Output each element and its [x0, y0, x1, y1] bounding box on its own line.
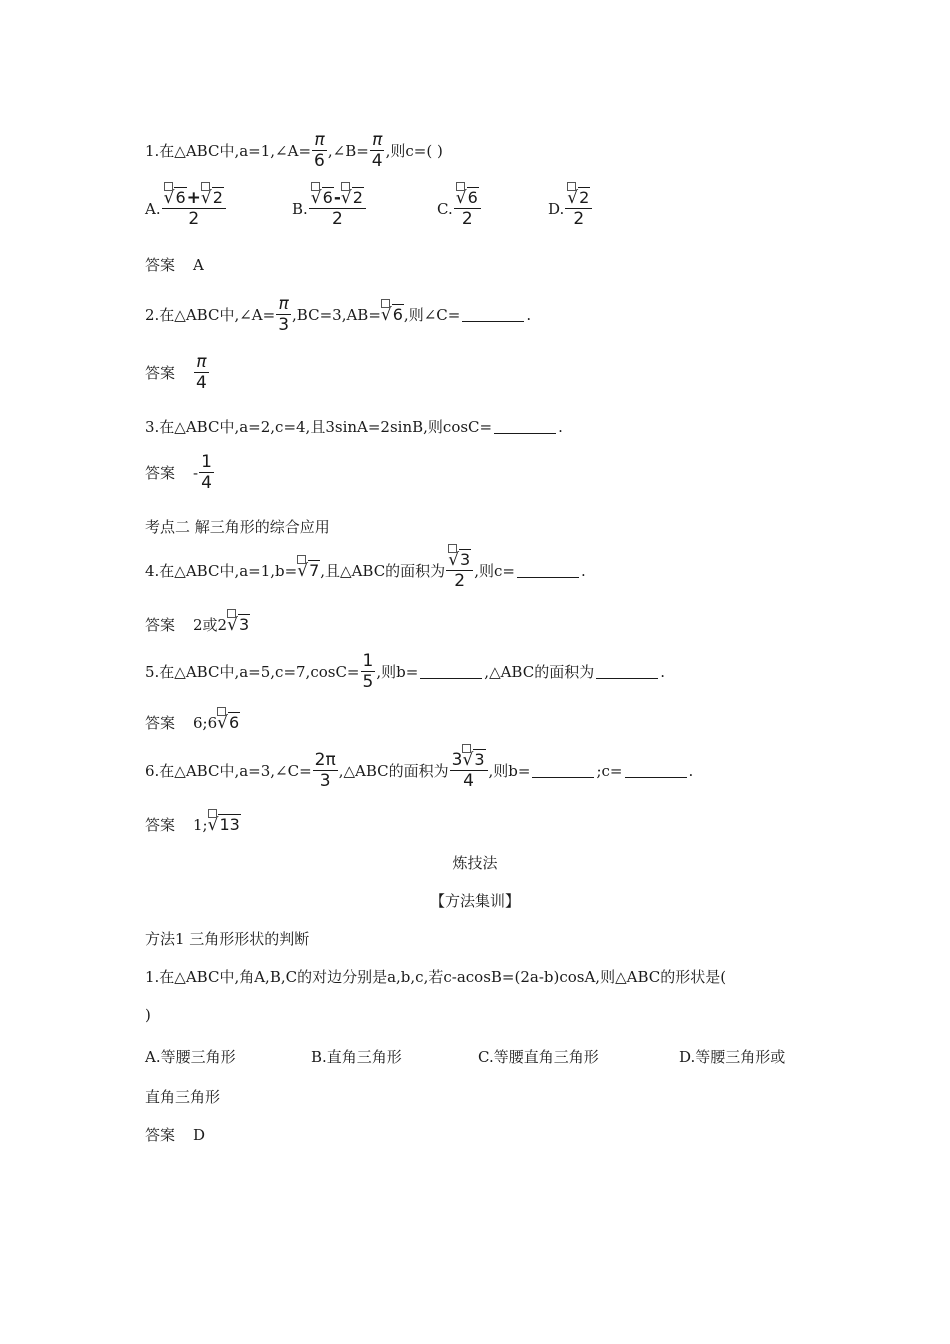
answer-4: 答案 2或2 √3: [145, 614, 250, 635]
radical: √6: [456, 188, 479, 208]
method-heading: 方法1 三角形形状的判断: [145, 930, 310, 948]
heading: 炼技法: [452, 854, 498, 872]
answer-2: 答案 $\frac{\pi}{4}$: [145, 352, 207, 393]
method-option-c: C.等腰直角三角形: [478, 1048, 599, 1066]
radical: √13: [208, 815, 241, 835]
method-option-b: B.直角三角形: [311, 1048, 402, 1066]
answer-blank: [420, 664, 482, 679]
section-heading: 考点二 解三角形的综合应用: [145, 518, 330, 536]
method-answer-1: 答案 D: [145, 1125, 206, 1144]
radical: √6: [311, 188, 334, 208]
method-option-d-cont: 直角三角形: [145, 1088, 221, 1106]
answer-blank: [532, 763, 594, 778]
radical: √6: [381, 305, 404, 325]
radical: √3: [462, 750, 485, 770]
radical: √2: [567, 188, 590, 208]
subheading: 【方法集训】: [429, 892, 520, 910]
question-6: 6.在△ABC中,a=3,∠C= $\frac{2\pi}{3}$ ,△ABC的面积为 3 √3 4 ,则b= ;c= .: [145, 750, 693, 791]
method-question-1-cont: ): [145, 1006, 151, 1024]
answer-3: 答案 - $\frac{1}{4}$: [145, 452, 212, 493]
question-3: 3.在△ABC中,a=2,c=4,且3sinA=2sinB,则cosC= .: [145, 417, 563, 436]
answer-blank: [596, 664, 658, 679]
question-4: 4.在△ABC中,a=1,b= √7 ,且△ABC的面积为 $\frac{√3}{2}$ ,则c= .: [145, 550, 586, 591]
radical: √2: [341, 188, 364, 208]
radical: √6: [164, 188, 187, 208]
fraction: $\frac{\pi}{6}$: [314, 130, 325, 171]
question-2: 2.在△ABC中,∠A= $\frac{\pi}{3}$ ,BC=3,AB= √6 ,则∠C= .: [145, 294, 532, 335]
method-question-1: 1.在△ABC中,角A,B,C的对边分别是a,b,c,若c-acosB=(2a-b)cosA,则△ABC的形状是(: [145, 968, 727, 986]
answer-1: 答案 A: [145, 255, 204, 274]
option-b: B. √6- √2 2: [292, 188, 367, 229]
question-5: 5.在△ABC中,a=5,c=7,cosC= $\frac{1}{5}$ ,则b= ,△ABC的面积为 .: [145, 651, 665, 692]
option-a: A. √6+ √2 2: [145, 188, 227, 229]
answer-blank: [517, 563, 579, 578]
radical: √6: [217, 713, 240, 733]
method-option-a: A.等腰三角形: [145, 1048, 236, 1066]
answer-blank: [625, 763, 687, 778]
answer-5: 答案 6;6 √6: [145, 712, 240, 733]
fraction: $\frac{\pi}{4}$: [371, 130, 383, 171]
option-c: C. $\frac{√6}{2}$: [437, 188, 482, 229]
option-d: D. $\frac{√2}{2}$: [548, 188, 593, 229]
radical: √3: [227, 615, 250, 635]
answer-blank: [462, 307, 524, 322]
answer-6: 答案 1; √13: [145, 814, 241, 835]
question-1: 1.在△ABC中,a=1,∠A= $\frac{\pi}{6}$ ,∠B= $\frac{\pi}{4}$ ,则c=( ): [145, 130, 443, 171]
radical: √7: [297, 561, 320, 581]
answer-blank: [494, 419, 556, 434]
method-option-d: D.等腰三角形或: [679, 1048, 786, 1066]
radical: √3: [448, 550, 471, 570]
radical: √2: [201, 188, 224, 208]
